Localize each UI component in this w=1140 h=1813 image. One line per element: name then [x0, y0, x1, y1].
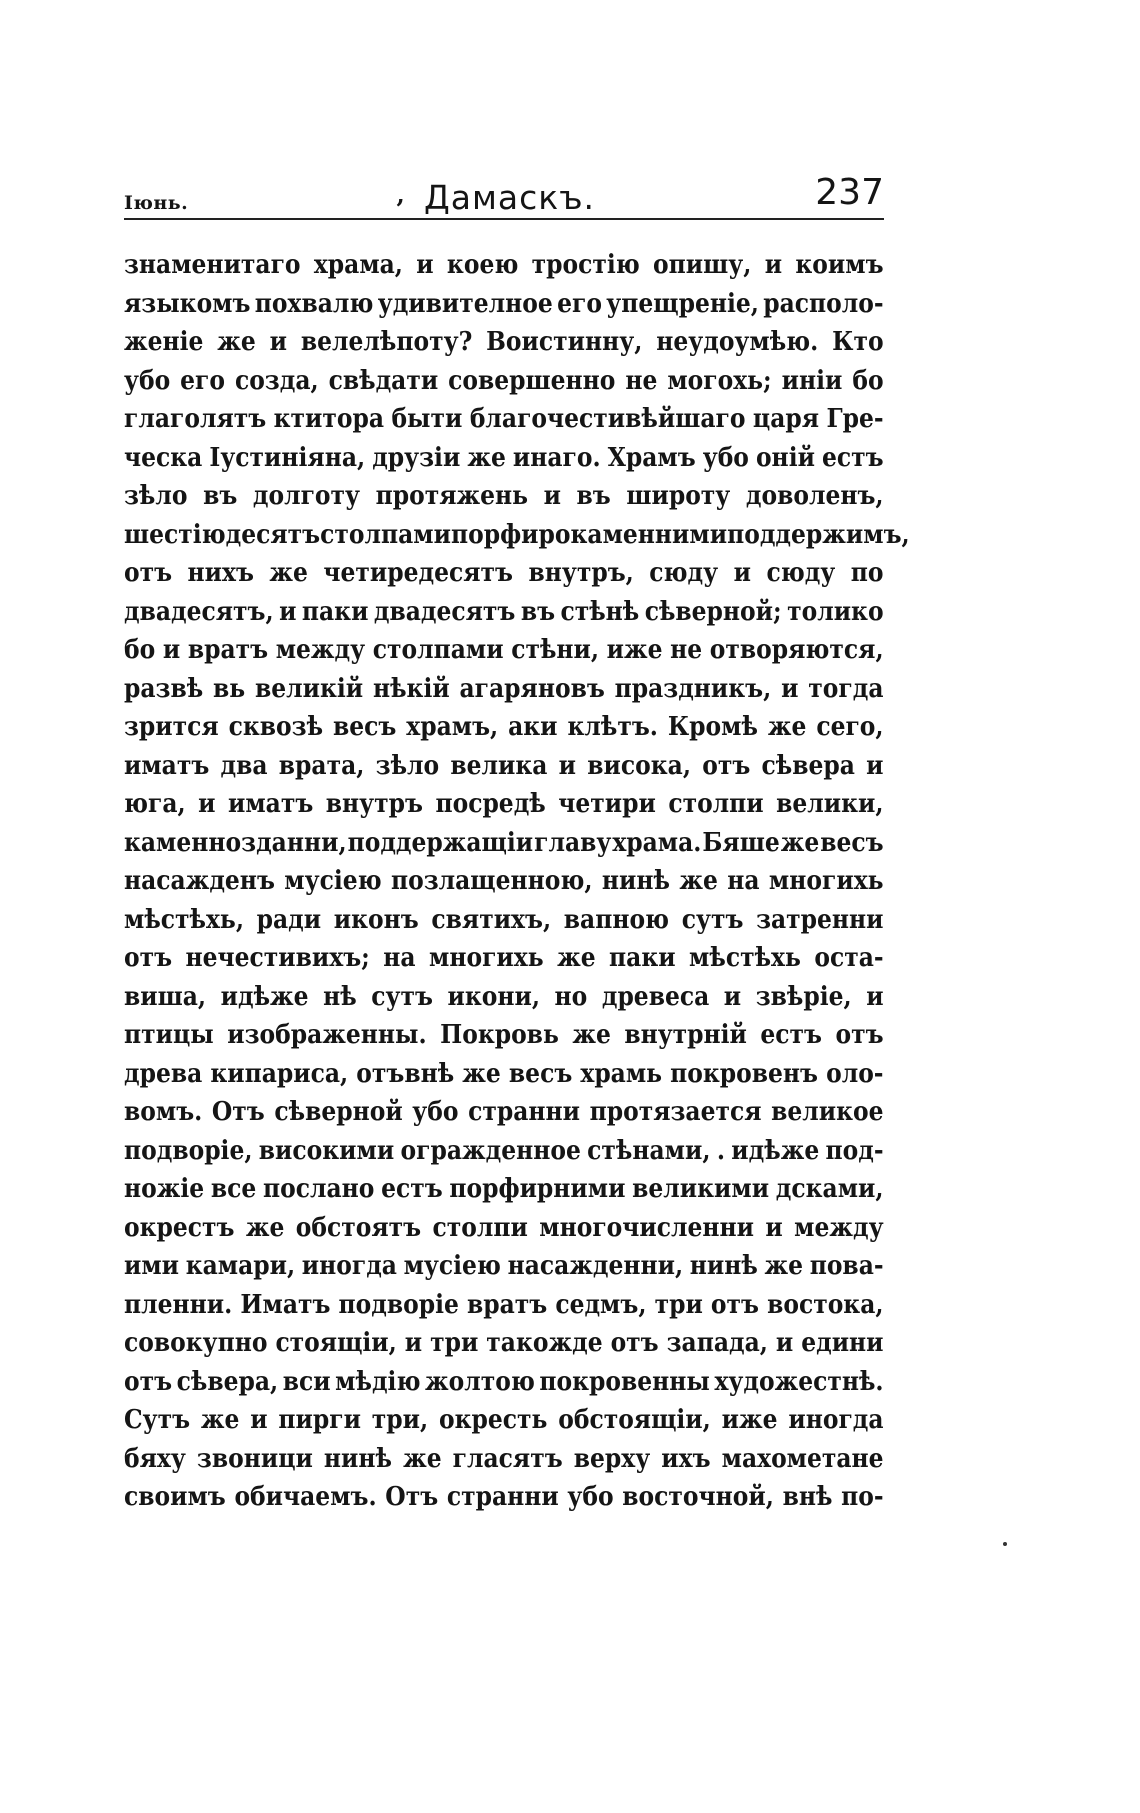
- word: и: [279, 596, 297, 627]
- word: странни: [446, 1482, 559, 1512]
- word: инаго.: [512, 442, 601, 473]
- word: столпами: [372, 635, 504, 665]
- word: запада,: [666, 1328, 768, 1358]
- word: насажденъ: [124, 866, 275, 896]
- word: нечестивихъ;: [185, 943, 370, 973]
- text-line: [124, 1016, 884, 1055]
- word: три: [430, 1328, 479, 1358]
- word: протязается: [589, 1097, 762, 1127]
- word: ктитора: [273, 404, 385, 434]
- word: подворіе: [338, 1289, 459, 1320]
- word: храма.: [612, 827, 702, 858]
- word: оло-: [826, 1058, 884, 1089]
- word: иже: [606, 635, 663, 665]
- text-line: [124, 1209, 884, 1248]
- word: сѣверной: [274, 1097, 403, 1127]
- word: многихь: [429, 943, 544, 973]
- word: и: [765, 1212, 783, 1243]
- word: камари,: [185, 1251, 296, 1281]
- word: ради: [256, 904, 322, 935]
- word: по: [850, 558, 884, 588]
- word: коею: [446, 250, 519, 280]
- word: оній: [755, 442, 815, 473]
- word: вапною: [563, 904, 670, 935]
- word: древа: [124, 1058, 203, 1089]
- word: упещреніе,: [606, 288, 759, 319]
- word: восточной,: [622, 1482, 774, 1512]
- word: поддержимъ,: [727, 519, 910, 550]
- text-line: [124, 824, 884, 863]
- word: же: [217, 327, 256, 357]
- word: главу: [534, 827, 612, 858]
- word: естъ: [760, 1020, 823, 1050]
- word: сѣверной;: [644, 596, 782, 627]
- word: едини: [801, 1328, 884, 1358]
- word: свѣдати: [328, 365, 439, 396]
- word: располо-: [763, 288, 884, 319]
- word: бяху: [124, 1443, 186, 1474]
- word: ими: [124, 1251, 180, 1281]
- word: обстоящіи,: [558, 1405, 711, 1435]
- word: иніи: [781, 365, 843, 396]
- word: идѣже: [220, 981, 309, 1012]
- word: не: [670, 635, 703, 665]
- word: весъ: [332, 712, 397, 742]
- word: все: [210, 1174, 257, 1204]
- text-line: [124, 477, 884, 516]
- word: же: [557, 943, 596, 973]
- word: отъ: [702, 750, 751, 781]
- word: храмь: [580, 1058, 663, 1089]
- word: огражденное: [400, 1135, 581, 1166]
- word: отъвнѣ: [356, 1058, 455, 1089]
- word: мусіею: [403, 1251, 501, 1281]
- word: два: [220, 750, 268, 781]
- word: пирги: [278, 1405, 361, 1435]
- word: и: [269, 327, 288, 357]
- word: под-: [825, 1135, 884, 1166]
- word: странни: [468, 1097, 580, 1127]
- word: иногда: [788, 1405, 884, 1435]
- word: не: [625, 365, 658, 396]
- word: порфирокаменними: [450, 519, 728, 550]
- word: мѣстѣхь: [689, 943, 801, 973]
- word: своимъ: [124, 1482, 226, 1512]
- word: и: [558, 750, 577, 781]
- word: Бяше: [702, 827, 780, 858]
- word: мѣдію: [335, 1366, 421, 1397]
- word: Отъ: [211, 1097, 265, 1127]
- word: сѣвера: [761, 750, 855, 781]
- word: сквозѣ: [228, 712, 324, 742]
- text-line: [124, 1093, 884, 1132]
- word: четири: [558, 789, 656, 819]
- text-line: [124, 1401, 884, 1440]
- text-line: [124, 246, 884, 285]
- word: велики,: [776, 789, 884, 819]
- text-line: [124, 978, 884, 1017]
- word: и: [198, 789, 216, 819]
- text-line: [124, 708, 884, 747]
- word: .: [716, 1135, 725, 1166]
- word: женіе: [124, 327, 204, 357]
- word: зѣло: [124, 481, 188, 511]
- word: его: [557, 288, 602, 319]
- word: святихъ,: [431, 904, 552, 935]
- word: языкомъ: [124, 288, 251, 319]
- text-line: [124, 1247, 884, 1286]
- word: храма,: [313, 250, 403, 280]
- word: подворіе,: [124, 1135, 253, 1166]
- word: иконъ: [333, 904, 419, 935]
- word: оста-: [814, 943, 884, 973]
- word: убо: [412, 1097, 459, 1127]
- word: порфирними: [449, 1174, 626, 1204]
- body-text: [124, 246, 910, 1517]
- word: праздникъ,: [614, 673, 772, 704]
- word: и: [416, 250, 434, 280]
- text-line: [124, 670, 884, 709]
- word: стоящіи,: [275, 1328, 397, 1358]
- word: естъ: [821, 442, 884, 473]
- text-line: [124, 323, 884, 362]
- text-line: [124, 939, 884, 978]
- word: между: [275, 635, 366, 665]
- word: неудоумѣю.: [656, 327, 819, 357]
- word: отъ: [124, 558, 173, 588]
- word: агаряновъ: [459, 673, 605, 704]
- word: царя: [752, 404, 820, 434]
- word: но: [554, 981, 588, 1012]
- word: доволенъ,: [745, 481, 884, 511]
- text-line: [124, 362, 884, 401]
- word: же: [767, 712, 807, 742]
- text-line: [124, 1478, 884, 1517]
- word: ихъ: [661, 1443, 711, 1474]
- word: затренни: [756, 904, 884, 935]
- word: отъ: [835, 1020, 884, 1050]
- word: Кромѣ: [667, 712, 758, 742]
- word: опишу,: [653, 250, 752, 280]
- word: въ: [203, 481, 238, 511]
- word: и: [764, 250, 783, 280]
- word: отъ: [710, 1289, 759, 1320]
- word: нинѣ: [689, 1251, 758, 1281]
- word: каменнозданни,: [124, 827, 347, 858]
- word: нихъ: [187, 558, 254, 588]
- word: же: [679, 866, 718, 896]
- word: пленни.: [124, 1289, 233, 1320]
- word: четиредесятъ: [323, 558, 514, 588]
- word: развѣ: [124, 673, 204, 704]
- word: Гре-: [826, 404, 884, 434]
- text-line: [124, 901, 884, 940]
- word: вратъ: [466, 1289, 548, 1320]
- word: широту: [626, 481, 731, 511]
- word: востока,: [767, 1289, 884, 1320]
- word: вомъ.: [124, 1097, 203, 1127]
- word: сюду: [766, 558, 836, 588]
- word: отворяются,: [709, 635, 884, 665]
- word: Храмъ: [607, 442, 696, 473]
- word: же: [572, 1020, 611, 1050]
- word: совокупно: [124, 1328, 268, 1358]
- word: и: [866, 981, 884, 1012]
- word: птицы: [124, 1020, 214, 1050]
- word: звоници: [196, 1443, 313, 1474]
- word: окрестъ: [124, 1212, 235, 1243]
- word: икони,: [447, 981, 540, 1012]
- word: иногда: [301, 1251, 397, 1281]
- word: нинѣ: [601, 866, 670, 896]
- word: обстоятъ: [295, 1212, 422, 1243]
- word: въ: [520, 596, 556, 627]
- word: же: [245, 1212, 285, 1243]
- word: на: [383, 943, 416, 973]
- word: юга,: [124, 789, 186, 819]
- word: на: [727, 866, 760, 896]
- word: убо: [567, 1482, 614, 1512]
- word: же: [200, 1405, 240, 1435]
- word: похвалю: [254, 288, 374, 319]
- word: и: [162, 635, 181, 665]
- word: зѣло: [375, 750, 440, 781]
- word: бо: [124, 635, 156, 665]
- word: столпи: [668, 789, 764, 819]
- word: весъ: [820, 827, 884, 858]
- word: обичаемъ.: [234, 1482, 377, 1512]
- text-line: [124, 862, 884, 901]
- text-line: [124, 1132, 884, 1171]
- word: знаменитаго: [124, 250, 301, 280]
- page-number: 237: [815, 172, 884, 213]
- text-line: [124, 785, 884, 824]
- word: двадесятъ,: [124, 596, 274, 627]
- word: паки: [609, 943, 676, 973]
- word: коимъ: [795, 250, 884, 280]
- text-line: [124, 1363, 884, 1402]
- text-line: [124, 593, 884, 632]
- word: удивителное: [377, 288, 553, 319]
- word: Иматъ: [240, 1289, 331, 1320]
- word: стѣнами,: [587, 1135, 711, 1166]
- word: велелѣпоту?: [300, 327, 473, 357]
- word: естъ: [381, 1174, 443, 1204]
- word: иматъ: [124, 750, 210, 781]
- word: сюду: [649, 558, 719, 588]
- word: долготу: [252, 481, 361, 511]
- word: по-: [841, 1482, 884, 1512]
- word: Воистинну,: [486, 327, 643, 357]
- word: окресть: [439, 1405, 548, 1435]
- word: же: [764, 1251, 804, 1281]
- word: и: [775, 1328, 794, 1358]
- word: отъ: [124, 1366, 173, 1397]
- word: же: [780, 827, 820, 858]
- word: и: [733, 558, 751, 588]
- word: внутръ,: [528, 558, 634, 588]
- word: покровенъ: [670, 1058, 818, 1089]
- word: многихь: [768, 866, 884, 896]
- word: Отъ: [385, 1482, 439, 1512]
- word: жолтою: [425, 1366, 535, 1397]
- word: седмъ,: [555, 1289, 647, 1320]
- text-line: [124, 1440, 884, 1479]
- word: дсками,: [775, 1174, 884, 1204]
- text-line: [124, 554, 884, 593]
- word: иже: [721, 1405, 778, 1435]
- word: художестнѣ.: [714, 1366, 884, 1397]
- word: въ: [576, 481, 611, 511]
- word: же: [467, 442, 506, 473]
- text-line: [124, 1055, 884, 1094]
- word: вси: [282, 1366, 331, 1397]
- word: и: [404, 1328, 423, 1358]
- word: двадесятъ: [373, 596, 516, 627]
- word: ческа: [124, 442, 203, 473]
- word: отъ: [610, 1328, 659, 1358]
- word: такожде: [486, 1328, 603, 1358]
- word: тогда: [808, 673, 884, 704]
- word: его: [180, 365, 225, 396]
- header-rule: [124, 218, 884, 220]
- word: могохь;: [667, 365, 772, 396]
- word: врата,: [278, 750, 365, 781]
- text-line: [124, 747, 884, 786]
- word: нинѣ: [323, 1443, 393, 1474]
- word: внѣ: [782, 1482, 833, 1512]
- word: поддержащіи: [347, 827, 534, 858]
- word: три,: [371, 1405, 429, 1435]
- word: покровенны: [539, 1366, 710, 1397]
- running-head-mark: ‚: [396, 180, 406, 210]
- word: друзіи: [372, 442, 461, 473]
- word: великими: [632, 1174, 770, 1204]
- word: древеса: [601, 981, 710, 1012]
- word: внутръ: [325, 789, 423, 819]
- running-head-month: Іюнь.: [124, 192, 189, 214]
- word: многочисленни: [539, 1212, 754, 1243]
- word: вратъ: [187, 635, 269, 665]
- word: созда,: [234, 365, 319, 396]
- word: глаголятъ: [124, 404, 267, 434]
- word: висока,: [587, 750, 691, 781]
- word: кипариса,: [210, 1058, 349, 1089]
- margin-speck: [1003, 1542, 1007, 1546]
- word: толико: [787, 596, 884, 627]
- word: быти: [391, 404, 463, 434]
- word: между: [794, 1212, 884, 1243]
- word: совершенно: [448, 365, 616, 396]
- word: сутъ: [681, 904, 744, 935]
- word: позлащенною,: [390, 866, 593, 896]
- word: же: [269, 558, 308, 588]
- word: пова-: [809, 1251, 884, 1281]
- word: отъ: [124, 943, 173, 973]
- word: благочестивѣйшаго: [469, 404, 746, 434]
- word: храмъ,: [406, 712, 499, 742]
- text-line: [124, 439, 884, 478]
- word: виша,: [124, 981, 207, 1012]
- word: и: [543, 481, 561, 511]
- word: и: [723, 981, 742, 1012]
- word: великій: [254, 673, 364, 704]
- word: три: [654, 1289, 703, 1320]
- word: Покровь: [440, 1020, 559, 1050]
- word: же: [403, 1443, 442, 1474]
- word: послано: [262, 1174, 375, 1204]
- text-line: [124, 400, 884, 439]
- word: столпи: [432, 1212, 528, 1243]
- word: шестіюдесятъ: [124, 519, 321, 550]
- word: стѣни,: [511, 635, 600, 665]
- word: велика: [450, 750, 548, 781]
- word: бо: [852, 365, 884, 396]
- word: и: [250, 1405, 268, 1435]
- text-line: [124, 1170, 884, 1209]
- word: изображенны.: [227, 1020, 427, 1050]
- word: звѣріе,: [755, 981, 852, 1012]
- text-line: [124, 516, 910, 555]
- word: протяжень: [375, 481, 529, 511]
- word: стѣнѣ: [560, 596, 640, 627]
- word: и: [781, 673, 799, 704]
- running-head: [124, 168, 884, 218]
- text-line: [124, 631, 884, 670]
- word: нѣ: [323, 981, 357, 1012]
- word: иматъ: [227, 789, 314, 819]
- word: великое: [771, 1097, 884, 1127]
- word: мѣстѣхь,: [124, 904, 244, 935]
- text-line: [124, 1286, 884, 1325]
- word: насажденни,: [507, 1251, 684, 1281]
- word: сего,: [816, 712, 884, 742]
- word: вь: [213, 673, 246, 704]
- word: аки: [508, 712, 558, 742]
- word: ножіе: [124, 1174, 205, 1204]
- word: мусіею: [284, 866, 382, 896]
- word: столпами: [320, 519, 451, 550]
- word: и: [866, 750, 884, 781]
- running-head-title: Дамаскъ.: [424, 178, 596, 217]
- word: тростію: [531, 250, 640, 280]
- word: идѣже: [731, 1135, 820, 1166]
- text-line: [124, 285, 884, 324]
- word: сутъ: [371, 981, 433, 1012]
- word: Іустиніяна,: [209, 442, 366, 473]
- text-line: [124, 1324, 884, 1363]
- word: сѣвера,: [176, 1366, 279, 1397]
- word: махометане: [721, 1443, 884, 1474]
- word: нѣкій: [372, 673, 450, 704]
- word: зрится: [124, 712, 219, 742]
- word: високими: [258, 1135, 395, 1166]
- word: убо: [702, 442, 749, 473]
- word: внутрній: [624, 1020, 747, 1050]
- word: гласятъ: [452, 1443, 563, 1474]
- word: весъ: [508, 1058, 573, 1089]
- word: Кто: [832, 327, 884, 357]
- word: верху: [573, 1443, 651, 1474]
- word: Сутъ: [124, 1405, 191, 1435]
- word: же: [462, 1058, 501, 1089]
- word: паки: [301, 596, 369, 627]
- word: клѣтъ.: [567, 712, 658, 742]
- word: посредѣ: [435, 789, 546, 819]
- word: убо: [124, 365, 171, 396]
